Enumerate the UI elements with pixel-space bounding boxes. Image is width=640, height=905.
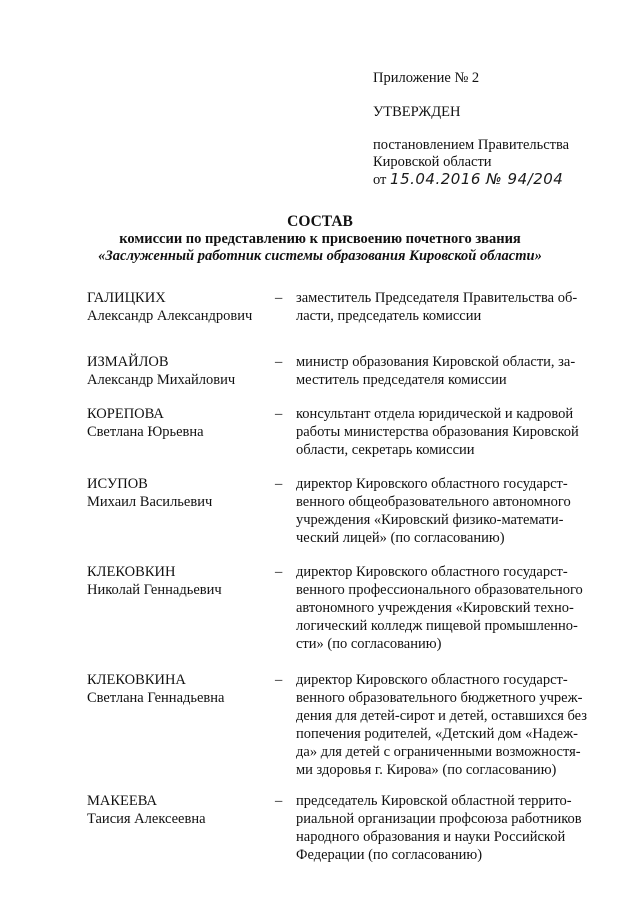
role-line: учреждения «Кировский физико-математи- [296,512,564,528]
member-role [296,475,602,547]
member-surname: ИСУПОВ [87,476,148,492]
role-line: народного образования и науки Российской [296,829,566,845]
member-given-names: Михаил Васильевич [87,494,213,510]
member-name [87,353,272,389]
role-line: ческий лицей» (по согласованию) [296,530,505,546]
document-title [0,213,640,265]
member-role [296,792,602,864]
role-line: директор Кировского областного государст- [296,564,568,580]
member-role [296,671,602,779]
role-line: министр образования Кировской области, за- [296,354,576,370]
role-line: венного общеобразовательного автономного [296,494,571,510]
member-entry [87,671,602,792]
role-line: ми здоровья г. Кирова» (по согласованию) [296,762,557,778]
role-line: области, секретарь комиссии [296,442,475,458]
decree-date-line [373,171,623,189]
role-line: риальной организации профсоюза работников [296,811,582,827]
member-dash: – [275,290,283,306]
role-line: заместитель Председателя Правительства об- [296,290,578,306]
approved-label: УТВЕРЖДЕН [373,104,461,120]
member-dash: – [275,354,283,370]
member-name [87,671,272,707]
member-entry [87,405,602,475]
member-dash: – [275,476,283,492]
member-given-names: Александр Михайлович [87,372,236,388]
member-dash: – [275,793,283,809]
member-role [296,289,602,325]
role-line: автономного учреждения «Кировский техно- [296,600,574,616]
member-given-names: Таисия Алексеевна [87,811,206,827]
member-surname: КЛЕКОВКИНА [87,672,186,688]
role-line: работы министерства образования Кировской [296,424,579,440]
decree-line-1: постановлением Правительства [373,137,570,153]
member-name [87,792,272,828]
role-line: председатель Кировской областной террито- [296,793,572,809]
member-role [296,405,602,459]
member-surname: КЛЕКОВКИН [87,564,176,580]
member-given-names: Николай Геннадьевич [87,582,222,598]
role-line: логический колледж пищевой промышленно- [296,618,578,634]
member-entry [87,475,602,563]
role-line: да» для детей с ограниченными возможностя- [296,744,581,760]
member-surname: МАКЕЕВА [87,793,157,809]
date-prefix: от [373,172,387,188]
role-line: венного образовательного бюджетного учреж- [296,690,583,706]
member-entry [87,563,602,671]
member-name [87,563,272,599]
handwritten-date-number: 15.04.2016 № 94/204 [390,170,564,188]
member-role [296,353,602,389]
member-surname: ГАЛИЦКИХ [87,290,166,306]
role-line: консультант отдела юридической и кадровой [296,406,574,422]
role-line: попечения родителей, «Детский дом «Надеж- [296,726,578,742]
member-entry [87,353,602,405]
member-surname: КОРЕПОВА [87,406,164,422]
appendix-label: Приложение № 2 [373,70,480,86]
member-given-names: Светлана Юрьевна [87,424,204,440]
title-line-2: «Заслуженный работник системы образования Кировской области» [98,248,542,264]
member-dash: – [275,564,283,580]
member-name [87,289,272,325]
approval-header [373,70,623,189]
member-dash: – [275,406,283,422]
member-given-names: Светлана Геннадьевна [87,690,225,706]
title-main: СОСТАВ [287,213,353,230]
decree-line-2: Кировской области [373,154,492,170]
member-name [87,475,272,511]
title-line-1: комиссии по представлению к присвоению почетного звания [119,231,521,247]
role-line: директор Кировского областного государст- [296,672,568,688]
member-name [87,405,272,441]
member-role [296,563,602,653]
member-surname: ИЗМАЙЛОВ [87,354,169,370]
role-line: Федерации (по согласованию) [296,847,483,863]
member-given-names: Александр Александрович [87,308,253,324]
member-entry [87,792,602,870]
role-line: сти» (по согласованию) [296,636,442,652]
role-line: меститель председателя комиссии [296,372,507,388]
role-line: венного профессионального образовательного [296,582,583,598]
role-line: дения для детей-сирот и детей, оставшихся без [296,708,588,724]
role-line: директор Кировского областного государст- [296,476,568,492]
member-dash: – [275,672,283,688]
member-entry [87,289,602,353]
commission-members-list [87,289,602,870]
role-line: ласти, председатель комиссии [296,308,482,324]
